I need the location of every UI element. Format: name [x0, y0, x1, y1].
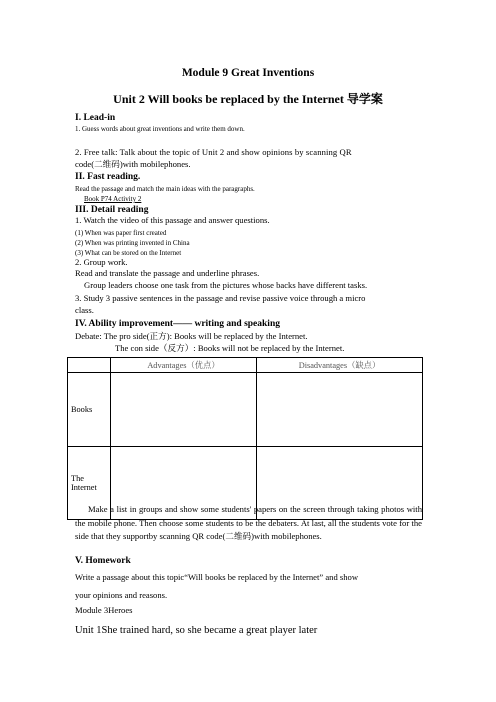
detail-reading-item-2: 2. Group work. [75, 257, 128, 267]
question-1: (1) When was paper first created [75, 229, 167, 237]
table-header-row [68, 358, 423, 373]
detail-reading-item-3-line-2: class. [75, 305, 94, 315]
table-header-disadvantages: Disadvantages（缺点） [257, 358, 423, 373]
books-disadvantages-cell [257, 373, 423, 447]
next-module-title: Module 3Heroes [75, 605, 133, 615]
fast-reading-instruction: Read the passage and match the main ideas with the paragraphs. [75, 185, 255, 193]
row-label-internet-line-1: The [71, 474, 84, 483]
lead-in-heading: I. Lead-in [75, 113, 116, 123]
detail-reading-item-3-line-1: 3. Study 3 passive sentences in the passage and revise passive voice through a micro [75, 293, 366, 303]
advantages-table [67, 357, 423, 520]
detail-reading-item-1: 1. Watch the video of this passage and answer questions. [75, 215, 270, 225]
table-header-advantages: Advantages（优点） [111, 358, 257, 373]
homework-line-2: your opinions and reasons. [75, 590, 168, 600]
table-header-empty-cell [68, 358, 111, 373]
ability-heading: IV. Ability improvement—— writing and speaking [75, 319, 280, 329]
pro-side-statement: Debate: The pro side(正方): Books will be replaced by the Internet. [75, 331, 308, 341]
lead-in-item-2-line-2: code(二维码)with mobilephones. [75, 159, 191, 169]
book-reference: Book P74 Activity 2 [84, 195, 142, 203]
row-label-internet-line-2: Internet [71, 483, 97, 492]
lead-in-item-1: 1. Guess words about great inventions and write them down. [75, 125, 245, 133]
debate-instructions-paragraph: Make a list in groups and show some students' papers on the screen through taking photos with the mobile phone. Then choose some students to be the debaters. At last, all the students vote for the side that they supportby scanning QR code(二维码)with mobilephones. [75, 504, 422, 542]
table-row [68, 373, 423, 447]
row-label-books: Books [68, 373, 111, 447]
books-advantages-cell [111, 373, 257, 447]
module-title: Module 9 Great Inventions [181, 67, 315, 79]
next-unit-title: Unit 1She trained hard, so she became a great player later [75, 625, 318, 636]
homework-heading: V. Homework [75, 556, 131, 566]
detail-reading-heading: III. Detail reading [75, 205, 149, 215]
question-3: (3) What can be stored on the Internet [75, 249, 182, 257]
translate-instruction: Read and translate the passage and underline phrases. [75, 268, 260, 278]
fast-reading-heading: II. Fast reading. [75, 172, 141, 182]
question-2: (2) When was printing invented in China [75, 239, 190, 247]
unit-title: Unit 2 Will books be replaced by the Internet 导学案 [113, 92, 383, 106]
group-leaders-instruction: Group leaders choose one task from the pictures whose backs have different tasks. [84, 280, 368, 290]
lead-in-item-2-line-1: 2. Free talk: Talk about the topic of Unit 2 and show opinions by scanning QR [75, 147, 352, 157]
homework-line-1: Write a passage about this topic“Will books be replaced by the Internet” and show [75, 572, 359, 582]
con-side-statement: The con side（反方）: Books will not be replaced by the Internet. [115, 343, 345, 353]
